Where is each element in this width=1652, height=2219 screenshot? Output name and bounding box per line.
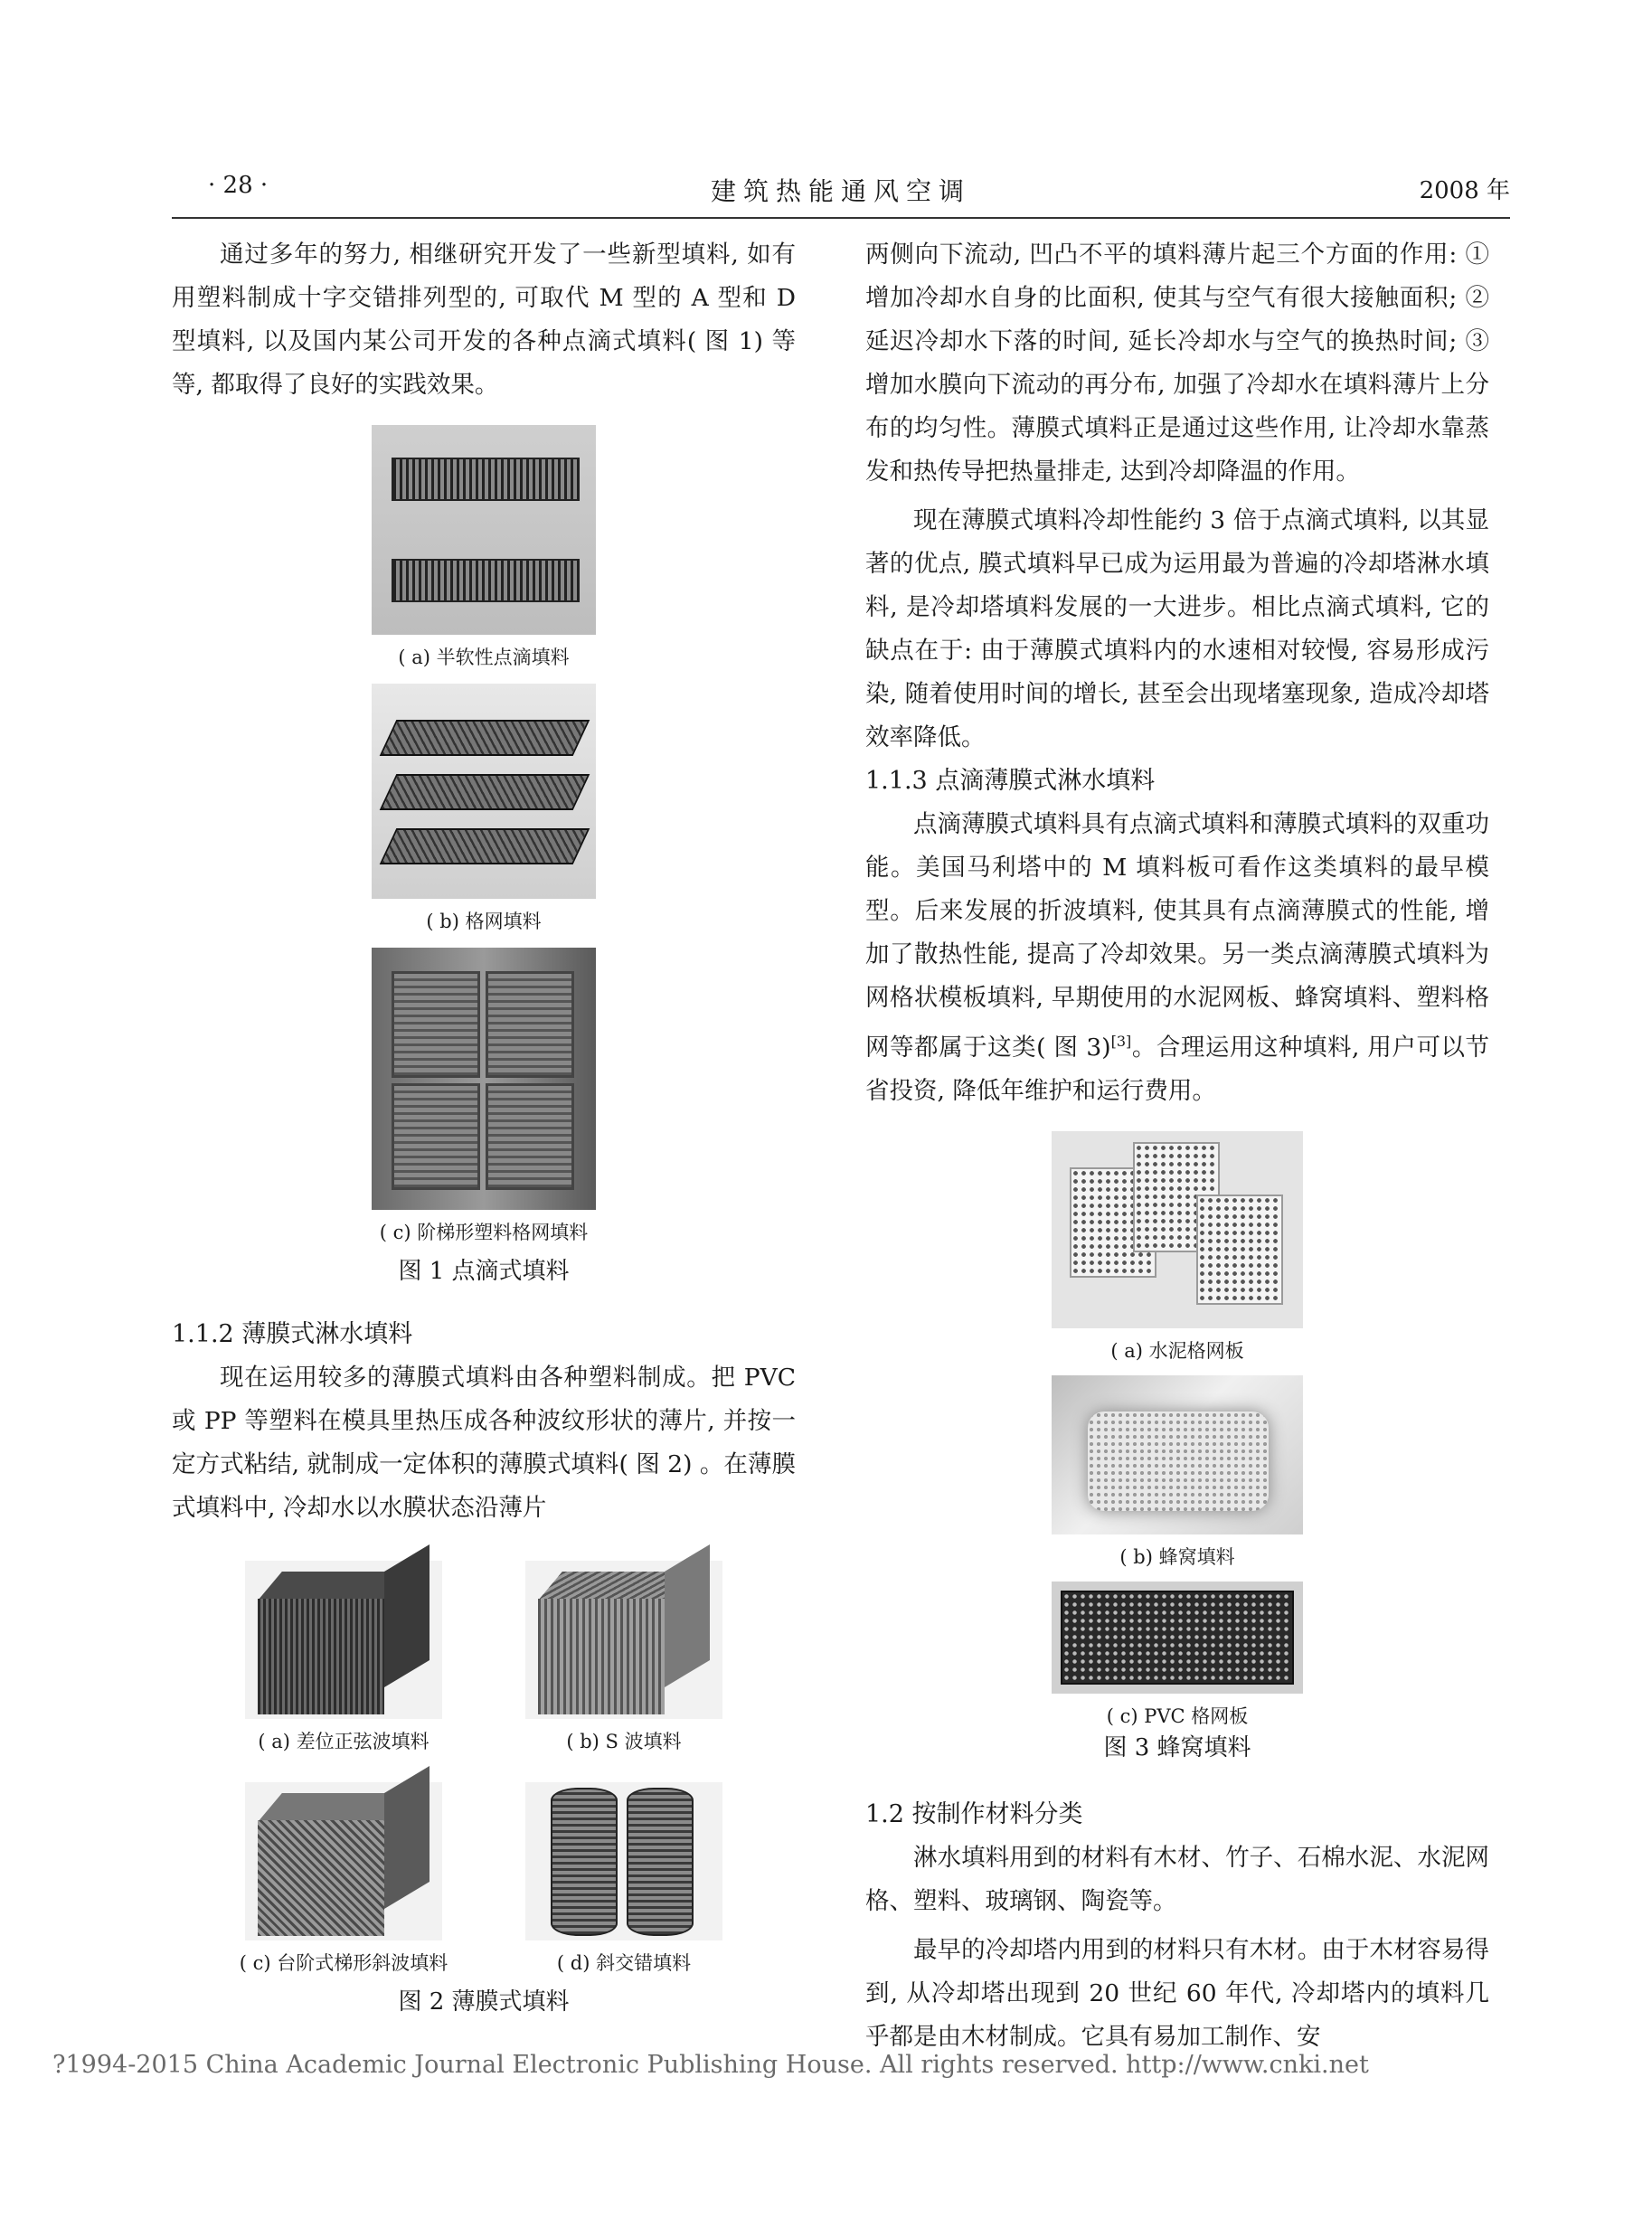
figure-caption: ( b) 格网填料 xyxy=(426,911,542,932)
figure-3a-image xyxy=(1052,1131,1303,1328)
fill-strip xyxy=(392,559,580,602)
block-side xyxy=(384,1544,430,1687)
figure-caption: ( d) 斜交错填料 xyxy=(556,1952,692,1974)
block-front xyxy=(258,1599,384,1714)
figure-2b-image xyxy=(525,1561,722,1719)
citation-ref: [3] xyxy=(1110,1033,1132,1050)
paragraph xyxy=(865,803,1489,1113)
block-front xyxy=(538,1599,665,1714)
issue-year: 2008 年 xyxy=(1419,177,1510,204)
honeycomb-block xyxy=(1088,1412,1269,1511)
grid-panel xyxy=(392,1083,480,1190)
figure-3c-image xyxy=(1052,1582,1303,1694)
grid-panel xyxy=(486,971,574,1078)
figure-1a-image xyxy=(372,425,596,635)
right-column xyxy=(865,233,1489,2059)
figure-title: 图 3 蜂窝填料 xyxy=(1103,1733,1251,1761)
page-number: · 28 · xyxy=(208,172,269,199)
grid-tile xyxy=(1196,1194,1283,1305)
paragraph: 最早的冷却塔内用到的材料只有木材。由于木材容易得到, 从冷却塔出现到 20 世纪 60 年代, 冷却塔内的填料几乎都是由木材制成。它具有易加工制作、安 xyxy=(865,1935,1489,2051)
figure-caption: ( a) 差位正弦波填料 xyxy=(258,1731,430,1752)
figure-cell xyxy=(511,1561,737,1755)
copyright-footer: ?1994-2015 China Academic Journal Electronic Publishing House. All rights reserved. http://www.cnki.net xyxy=(52,2051,1369,2079)
figure-2c-image xyxy=(245,1782,442,1940)
figure-caption: ( b) 蜂窝填料 xyxy=(1119,1545,1235,1568)
figure-2d-image xyxy=(525,1782,722,1940)
grid-panel xyxy=(486,1083,574,1190)
paragraph: 淋水填料用到的材料有木材、竹子、石棉水泥、水泥网格、塑料、玻璃钢、陶瓷等。 xyxy=(865,1843,1489,1915)
figure-caption: ( a) 半软性点滴填料 xyxy=(398,647,570,668)
figure-caption: ( c) 台阶式梯形斜波填料 xyxy=(239,1952,448,1974)
running-header xyxy=(172,172,1510,212)
figure-caption: ( b) S 波填料 xyxy=(566,1731,682,1752)
section-heading: 1.2 按制作材料分类 xyxy=(865,1799,1083,1828)
figure-cell xyxy=(231,1782,457,1977)
figure-2a-image xyxy=(245,1561,442,1719)
grid-tray xyxy=(380,774,590,810)
fill-drum xyxy=(551,1788,618,1936)
left-column xyxy=(172,233,796,2020)
figure-caption: ( c) 阶梯形塑料格网填料 xyxy=(379,1222,589,1243)
figure-cell xyxy=(511,1782,737,1977)
paragraph: 现在运用较多的薄膜式填料由各种塑料制成。把 PVC 或 PP 等塑料在模具里热压成各种波纹形状的薄片, 并按一定方式粘结, 就制成一定体积的薄膜式填料( 图 2) 。在薄膜式填料中, 冷却水以水膜状态沿薄片 xyxy=(172,1364,796,1522)
figure-title: 图 2 薄膜式填料 xyxy=(398,1988,570,2016)
figure-3b-image xyxy=(1052,1375,1303,1534)
paragraph: 两侧向下流动, 凹凸不平的填料薄片起三个方面的作用: ①增加冷却水自身的比面积, 使其与空气有很大接触面积; ②延迟冷却水下落的时间, 延长冷却水与空气的换热时间; ③增加水膜向下流动的再分布, 加强了冷却水在填料薄片上分布的均匀性。薄膜式填料正是通过这些作用, 让冷却水靠蒸发和热传导把热量排走, 达到冷却降温的作用。 xyxy=(865,241,1489,486)
figure-1b-image xyxy=(372,684,596,899)
grid-tray xyxy=(380,828,590,864)
fill-strip xyxy=(392,458,580,501)
paragraph: 通过多年的努力, 相继研究开发了一些新型填料, 如有用塑料制成十字交错排列型的, 可取代 M 型的 A 型和 D 型填料, 以及国内某公司开发的各种点滴式填料( 图 1) 等等, 都取得了良好的实践效果。 xyxy=(172,241,796,399)
grid-panel xyxy=(392,971,480,1078)
journal-title: 建筑热能通风空调 xyxy=(710,176,971,206)
figure-caption: ( a) 水泥格网板 xyxy=(1110,1339,1244,1362)
fill-drum xyxy=(627,1788,694,1936)
paragraph: 现在薄膜式填料冷却性能约 3 倍于点滴式填料, 以其显著的优点, 膜式填料早已成为运用最为普遍的冷却塔淋水填料, 是冷却塔填料发展的一大进步。相比点滴式填料, 它的缺点在于: 由于薄膜式填料内的水速相对较慢, 容易形成污染, 随着使用时间的增长, 甚至会出现堵塞现象, 造成冷却塔效率降低。 xyxy=(865,506,1489,751)
figure-cell xyxy=(231,1561,457,1755)
figure-2-row xyxy=(231,1561,737,1755)
paragraph-text: 。合理运用这种填料, 用户可以节省投资, 降低年维护和运行费用。 xyxy=(865,1033,1489,1105)
block-side xyxy=(384,1766,430,1909)
figure-title: 图 1 点滴式填料 xyxy=(398,1258,570,1285)
figure-1c-image xyxy=(372,948,596,1210)
grid-tray xyxy=(380,720,590,756)
paragraph-text: 点滴薄膜式填料具有点滴式填料和薄膜式填料的双重功能。美国马利塔中的 M 填料板可看作这类填料的最早模型。后来发展的折波填料, 使其具有点滴薄膜式的性能, 增加了散热性能, 提高了冷却效果。另一类点滴薄膜式填料为网格状模板填料, 早期使用的水泥网板、蜂窝填料、塑料格网等都属于这类( 图 3) xyxy=(865,810,1489,1062)
section-heading: 1.1.2 薄膜式淋水填料 xyxy=(172,1320,413,1348)
section-heading: 1.1.3 点滴薄膜式淋水填料 xyxy=(865,767,1156,795)
pvc-grid xyxy=(1061,1591,1294,1685)
figure-caption: ( c) PVC 格网板 xyxy=(1106,1704,1249,1727)
block-side xyxy=(665,1544,710,1687)
block-front xyxy=(258,1820,384,1936)
header-rule xyxy=(172,217,1510,219)
figure-2-row xyxy=(231,1782,737,1977)
